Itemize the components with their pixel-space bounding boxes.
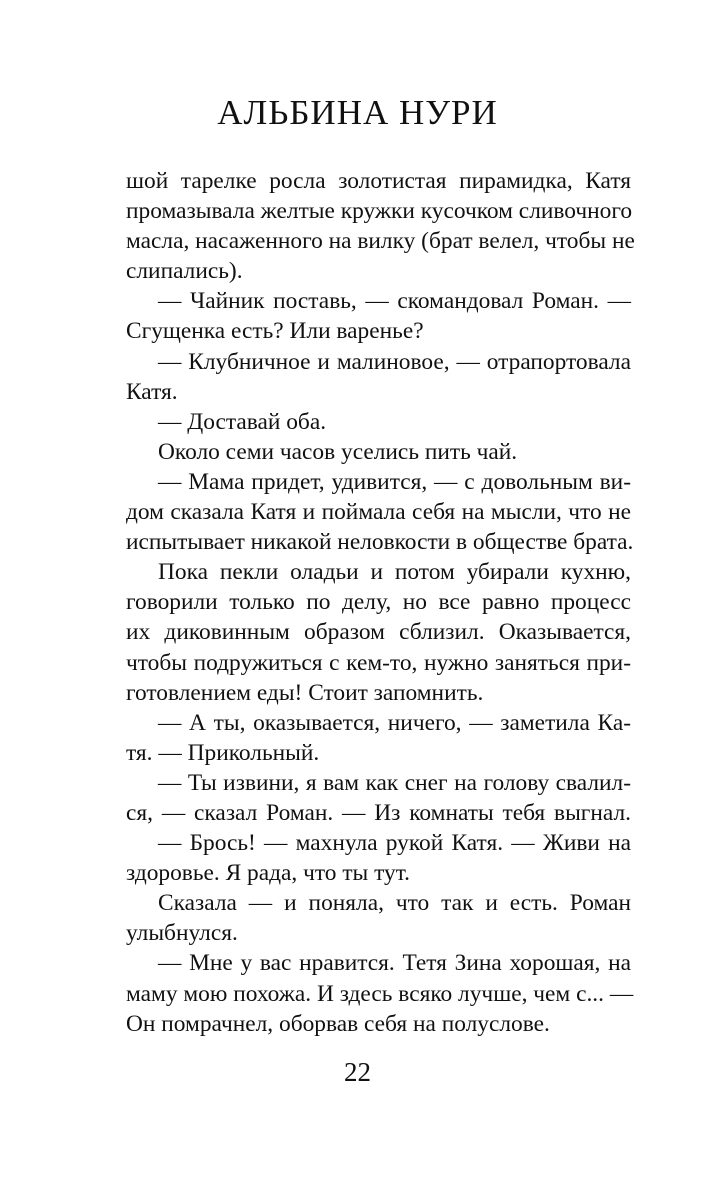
text-line: чтобы подружиться с кем-то, нужно заняться при- xyxy=(126,649,631,676)
text-line: ся, — сказал Роман. — Из комнаты тебя выгнал. xyxy=(126,799,631,826)
text-line: — Мне у вас нравится. Тетя Зина хорошая, на xyxy=(158,950,631,977)
text-line: — Чайник поставь, — скомандовал Роман. — xyxy=(158,288,631,315)
text-line: Около семи часов уселись пить чай. xyxy=(158,438,518,465)
running-head-author: АЛЬБИНА НУРИ xyxy=(217,93,498,132)
page-number: 22 xyxy=(344,1057,371,1087)
text-line: шой тарелке росла золотистая пирамидка, Катя xyxy=(126,168,631,194)
text-line: тя. — Прикольный. xyxy=(126,739,320,766)
text-line: здоровье. Я рада, что ты тут. xyxy=(126,860,411,887)
text-line: маму мою похожа. И здесь всяко лучше, чем с... — xyxy=(126,980,634,1007)
text-line: — Клубничное и малиновое, — отрапортовала xyxy=(158,348,631,375)
text-line: промазывала желтые кружки кусочком сливочного xyxy=(126,198,633,225)
text-line: Он помрачнел, оборвав себя на полуслове. xyxy=(126,1010,550,1037)
text-line: Сгущенка есть? Или варенье? xyxy=(126,318,424,345)
text-line: — Мама придет, удивится, — с довольным ви- xyxy=(158,468,631,495)
text-line: Пока пекли оладьи и потом убирали кухню, xyxy=(158,559,631,586)
text-line: — Доставай оба. xyxy=(158,408,327,435)
text-line: слипались). xyxy=(126,258,243,285)
text-line: дом сказала Катя и поймала себя на мысли, что не xyxy=(126,499,631,526)
text-line: Катя. xyxy=(126,378,178,405)
body-text xyxy=(126,166,635,1039)
text-line: — Ты извини, я вам как снег на голову свалил- xyxy=(158,769,631,796)
text-line: их диковинным образом сблизил. Оказывается, xyxy=(126,619,631,646)
text-line: готовлением еды! Стоит запомнить. xyxy=(126,679,484,706)
text-line: — Брось! — махнула рукой Катя. — Живи на xyxy=(158,830,631,857)
text-line: говорили только по делу, но все равно процесс xyxy=(126,589,631,616)
text-line: — А ты, оказывается, ничего, — заметила Ка- xyxy=(158,709,631,736)
text-line: Сказала — и поняла, что так и есть. Роман xyxy=(158,890,631,917)
text-line: улыбнулся. xyxy=(126,920,238,947)
text-line: испытывает никакой неловкости в обществе брата. xyxy=(126,529,634,556)
text-line: масла, насаженного на вилку (брат велел, чтобы не xyxy=(126,228,635,255)
